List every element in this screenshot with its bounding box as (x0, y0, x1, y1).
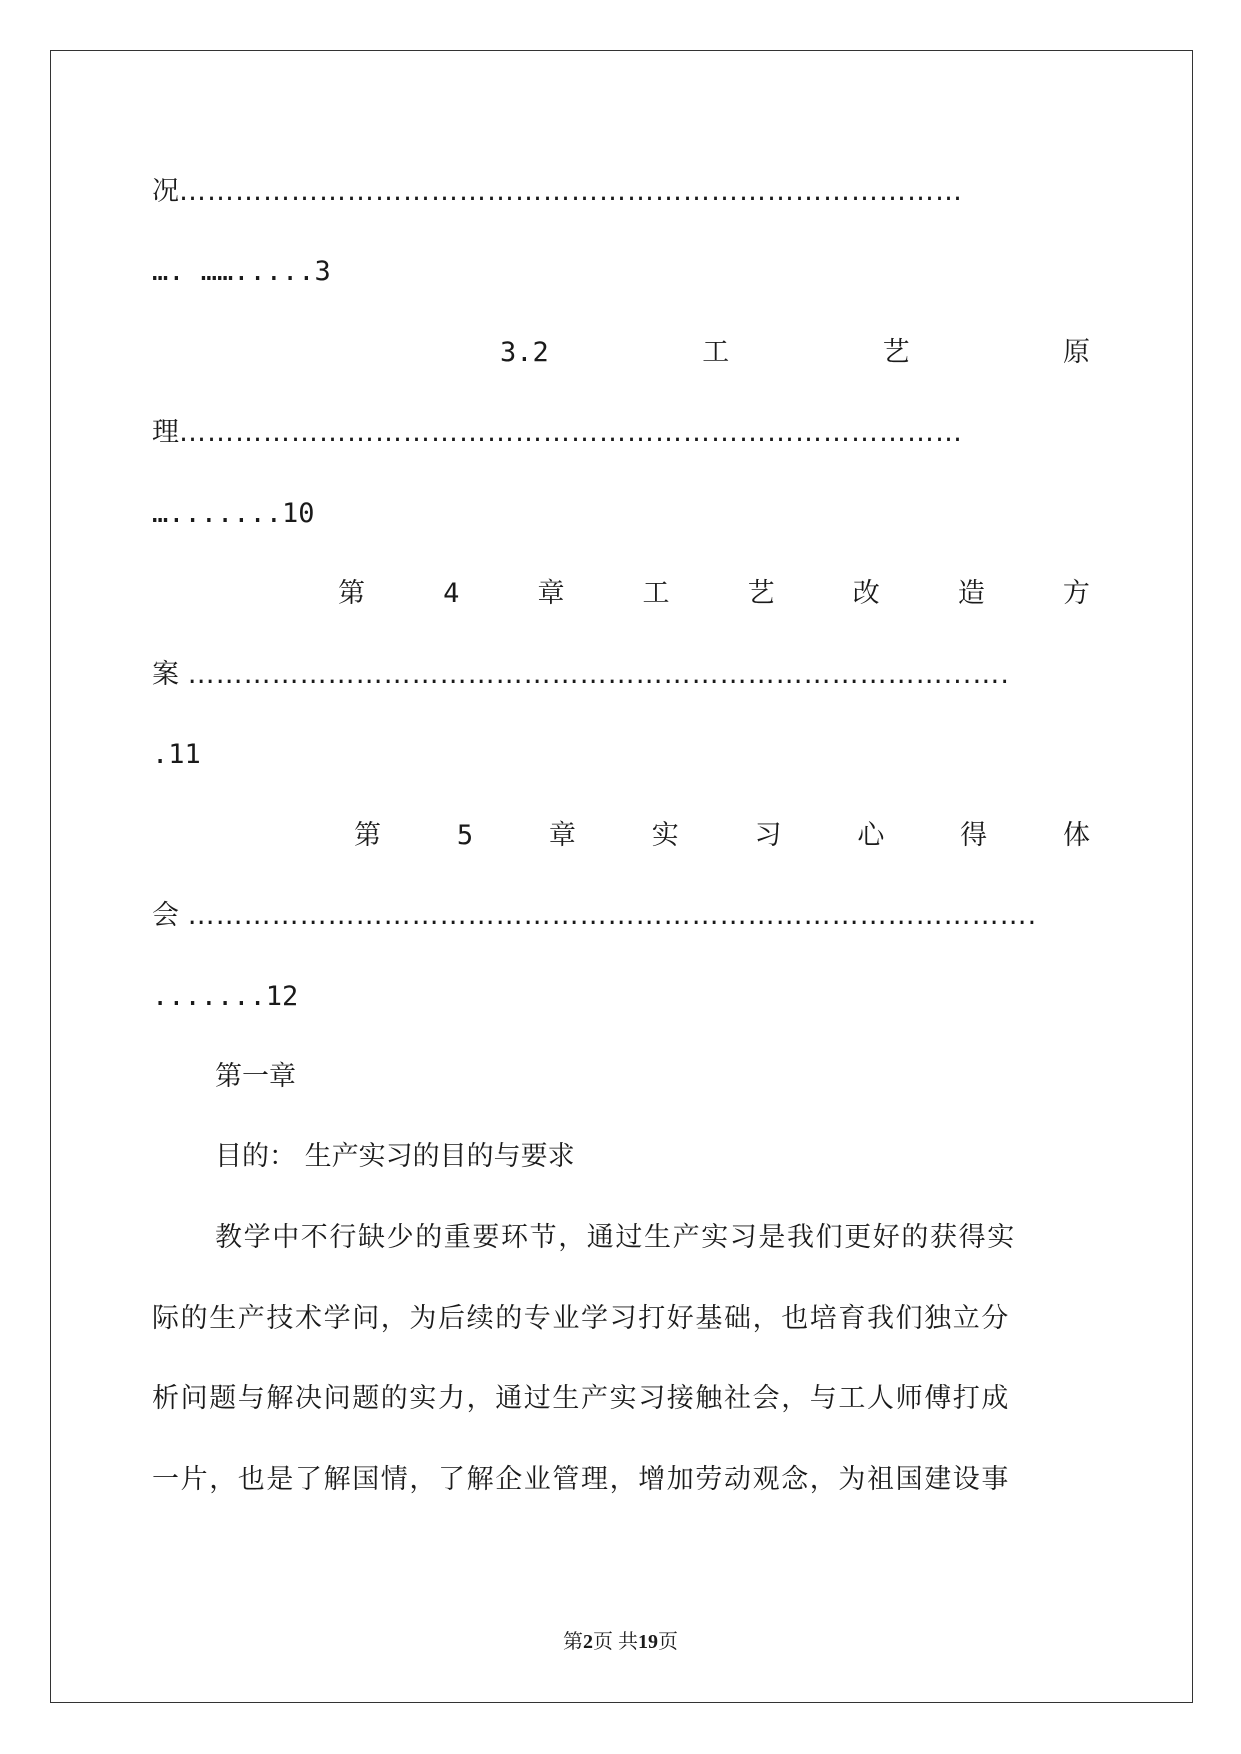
toc-word: 造 (957, 578, 985, 609)
toc-word: 工 (642, 578, 670, 609)
current-page-number: 2 (583, 1631, 593, 1653)
toc-entry-3-2 (500, 333, 1090, 373)
toc-line-2: …. …….....3 (152, 256, 331, 287)
toc-word: 习 (754, 820, 782, 851)
chapter-heading: 第一章 (215, 1061, 296, 1092)
toc-line-10 (152, 896, 1092, 936)
total-page-count: 19 (638, 1631, 658, 1653)
page-border (50, 50, 1193, 1703)
toc-word: 5 (456, 820, 474, 851)
toc-word: 体 (1062, 820, 1090, 851)
toc-word: 艺 (747, 578, 775, 609)
toc-word: 实 (651, 820, 679, 851)
toc-word: 得 (960, 820, 988, 851)
toc-line-8: .11 (152, 739, 201, 770)
toc-leader: ………………………………………………………………………… (179, 176, 963, 207)
toc-char: 案 (152, 659, 179, 690)
toc-leader: ………………………………………………………………………………. (187, 900, 1038, 931)
toc-word: 改 (852, 578, 880, 609)
toc-word: 章 (537, 578, 565, 609)
footer-text: 页 (658, 1631, 678, 1653)
paragraph-line-1: 教学中不行缺少的重要环节，通过生产实习是我们更好的获得实 (215, 1222, 1016, 1253)
toc-word: 方 (1062, 578, 1090, 609)
toc-word: 4 (443, 578, 460, 609)
toc-char: 会 (152, 900, 179, 931)
toc-line-5: ….......10 (152, 498, 315, 529)
toc-line-11: .......12 (152, 981, 299, 1012)
toc-leader: ………………………………………………………………………...…. (187, 659, 1010, 690)
page-footer (0, 1625, 1241, 1654)
paragraph-line-3: 析问题与解决问题的实力，通过生产实习接触社会，与工人师傅打成 (152, 1383, 1010, 1414)
toc-word: 第 (354, 820, 381, 851)
toc-entry-chapter-4 (338, 574, 1090, 614)
toc-line-7 (152, 655, 1092, 695)
toc-line-4 (152, 413, 1092, 453)
toc-char: 况 (152, 176, 179, 207)
toc-word: 工 (702, 337, 730, 368)
footer-text: 第 (563, 1631, 583, 1653)
purpose-heading: 目的： 生产实习的目的与要求 (215, 1141, 575, 1172)
toc-leader: ………………………………………………………………………… (179, 417, 963, 448)
paragraph-line-4: 一片，也是了解国情，了解企业管理，增加劳动观念，为祖国建设事 (152, 1464, 1010, 1495)
toc-char: 理 (152, 417, 179, 448)
footer-text: 页 共 (593, 1631, 638, 1653)
toc-word: 第 (338, 578, 365, 609)
section-number: 3.2 (500, 337, 549, 368)
paragraph-line-2: 际的生产技术学问，为后续的专业学习打好基础，也培育我们独立分 (152, 1303, 1010, 1334)
toc-word: 艺 (882, 337, 910, 368)
toc-word: 心 (857, 820, 885, 851)
toc-word: 章 (548, 820, 576, 851)
toc-line-1 (152, 172, 1092, 212)
toc-entry-chapter-5 (354, 816, 1090, 856)
toc-word: 原 (1063, 337, 1090, 368)
